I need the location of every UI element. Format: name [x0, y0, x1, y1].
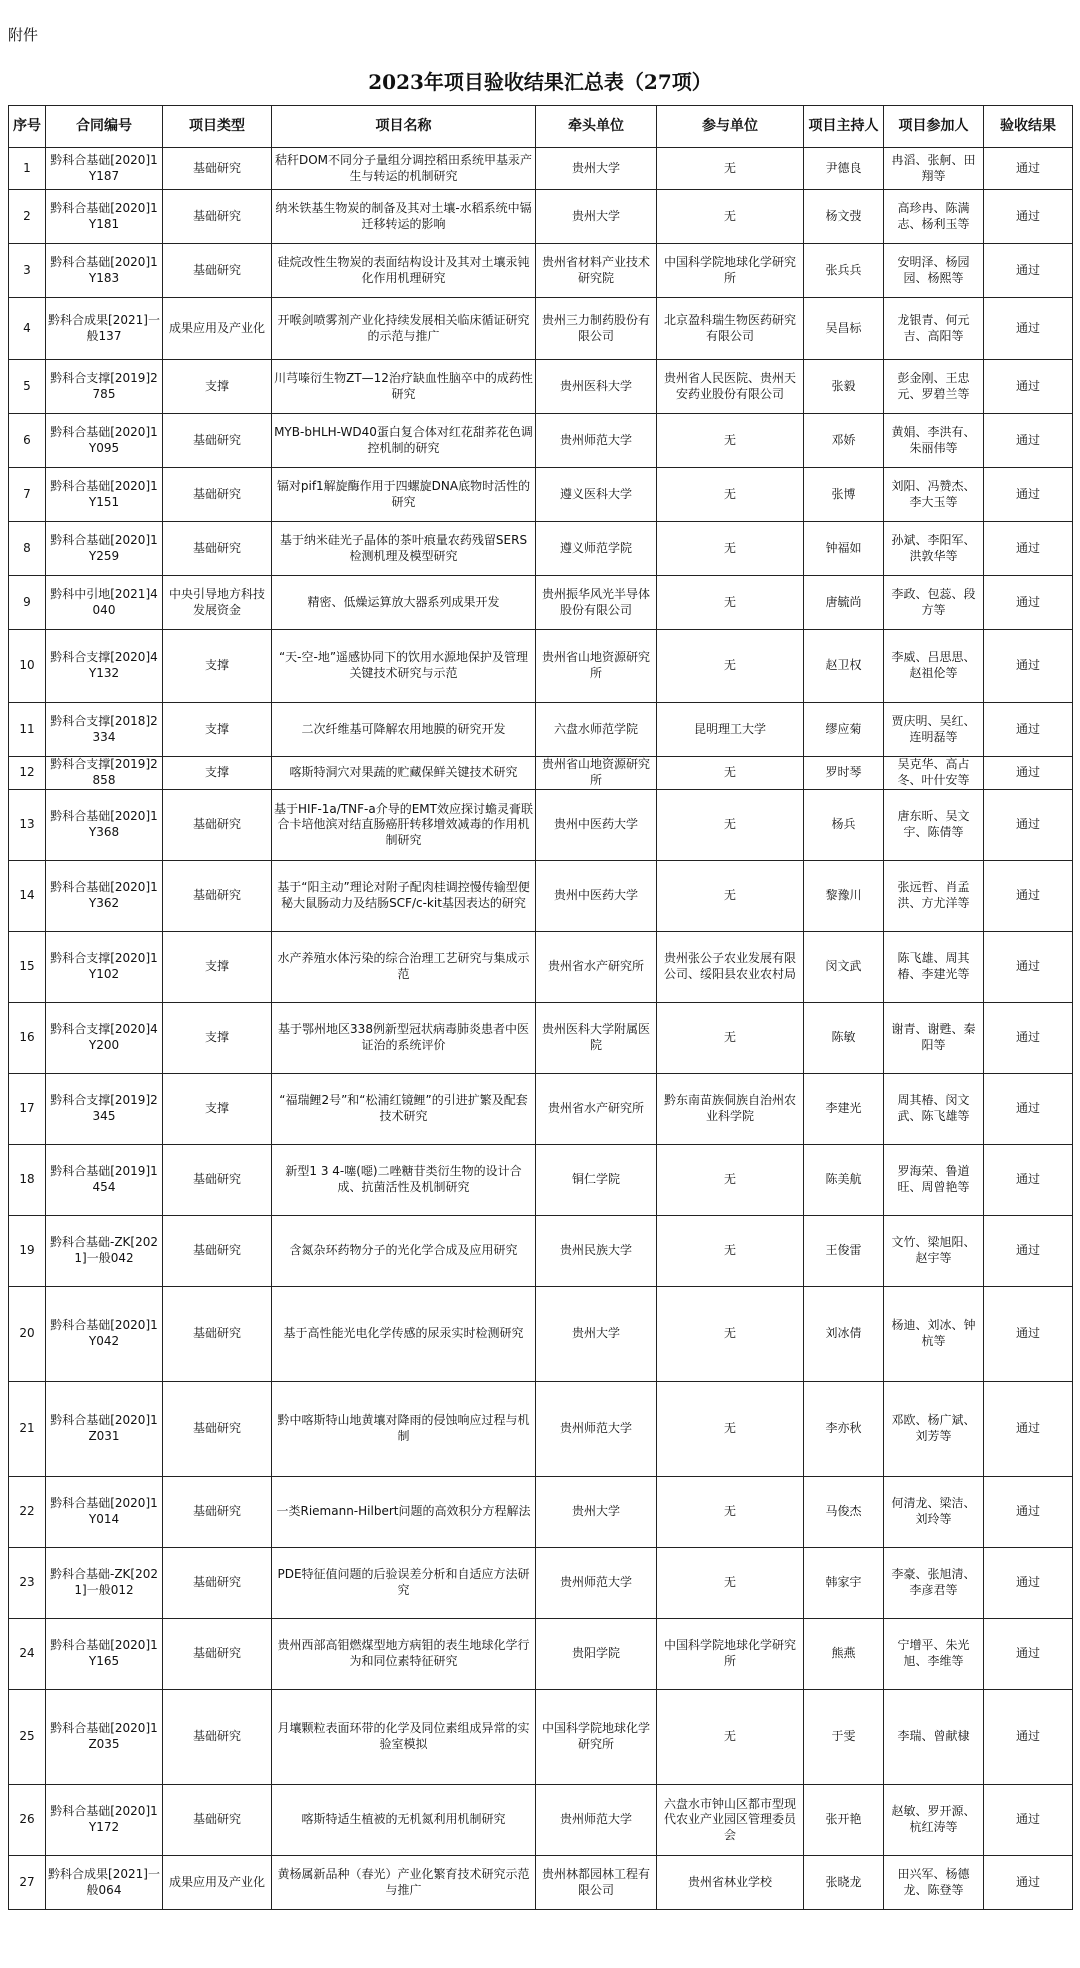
table-row — [9, 522, 1073, 576]
table-row — [9, 468, 1073, 522]
table-row — [9, 630, 1073, 703]
results-table — [8, 105, 1073, 1910]
project-type: 中央引导地方科技发展资金 — [163, 576, 272, 630]
project-members: 陈飞雄、周其椿、李建光等 — [884, 932, 984, 1003]
project-members: 李威、吕思思、赵祖伦等 — [884, 630, 984, 703]
acceptance-result: 通过 — [984, 1785, 1073, 1856]
row-number: 26 — [9, 1785, 46, 1856]
project-type: 基础研究 — [163, 1477, 272, 1548]
project-host: 张博 — [804, 468, 884, 522]
project-members: 彭金刚、王忠元、罗碧兰等 — [884, 360, 984, 414]
project-members: 罗海荣、鲁道旺、周曾艳等 — [884, 1145, 984, 1216]
acceptance-result: 通过 — [984, 1003, 1073, 1074]
contract-number: 黔科合基础[2020]1Y362 — [46, 861, 163, 932]
row-number: 14 — [9, 861, 46, 932]
lead-unit: 贵州三力制药股份有限公司 — [536, 298, 657, 360]
project-type: 基础研究 — [163, 190, 272, 244]
lead-unit: 遵义医科大学 — [536, 468, 657, 522]
row-number: 13 — [9, 790, 46, 861]
project-type: 支撑 — [163, 1074, 272, 1145]
project-host: 陈美航 — [804, 1145, 884, 1216]
project-name: 基于HIF-1a/TNF-a介导的EMT效应探讨蟾灵膏联合卡培他滨对结直肠癌肝转移增效减毒的作用机制研究 — [272, 790, 536, 861]
project-type: 基础研究 — [163, 468, 272, 522]
lead-unit: 贵州民族大学 — [536, 1216, 657, 1287]
acceptance-result: 通过 — [984, 1074, 1073, 1145]
partner-unit: 无 — [657, 630, 804, 703]
row-number: 11 — [9, 703, 46, 757]
project-members: 贾庆明、吴红、连明磊等 — [884, 703, 984, 757]
attachment-label: 附件 — [8, 26, 39, 44]
row-number: 18 — [9, 1145, 46, 1216]
lead-unit: 六盘水师范学院 — [536, 703, 657, 757]
contract-number: 黔科合基础[2020]1Y183 — [46, 244, 163, 298]
contract-number: 黔科合基础[2020]1Z031 — [46, 1382, 163, 1477]
contract-number: 黔科合支撑[2019]2785 — [46, 360, 163, 414]
project-host: 熊燕 — [804, 1619, 884, 1690]
project-members: 李瑞、曾献棣 — [884, 1690, 984, 1785]
project-members: 张远哲、肖孟洪、方尤洋等 — [884, 861, 984, 932]
project-type: 基础研究 — [163, 1619, 272, 1690]
project-name: 秸秆DOM不同分子量组分调控稻田系统甲基汞产生与转运的机制研究 — [272, 148, 536, 190]
project-name: 一类Riemann-Hilbert问题的高效积分方程解法 — [272, 1477, 536, 1548]
lead-unit: 贵州省水产研究所 — [536, 932, 657, 1003]
partner-unit: 无 — [657, 190, 804, 244]
contract-number: 黔科合基础[2020]1Y259 — [46, 522, 163, 576]
project-host: 王俊雷 — [804, 1216, 884, 1287]
column-header-host: 项目主持人 — [804, 106, 884, 148]
project-host: 尹德良 — [804, 148, 884, 190]
acceptance-result: 通过 — [984, 190, 1073, 244]
acceptance-result: 通过 — [984, 298, 1073, 360]
project-host: 罗时琴 — [804, 757, 884, 790]
column-header-partner: 参与单位 — [657, 106, 804, 148]
contract-number: 黔科合支撑[2019]2858 — [46, 757, 163, 790]
project-members: 高珍冉、陈满志、杨利玉等 — [884, 190, 984, 244]
contract-number: 黔科合基础[2020]1Y368 — [46, 790, 163, 861]
project-type: 支撑 — [163, 360, 272, 414]
partner-unit: 贵州省林业学校 — [657, 1856, 804, 1910]
row-number: 22 — [9, 1477, 46, 1548]
partner-unit: 无 — [657, 148, 804, 190]
acceptance-result: 通过 — [984, 148, 1073, 190]
project-type: 基础研究 — [163, 522, 272, 576]
project-host: 杨兵 — [804, 790, 884, 861]
project-type: 支撑 — [163, 757, 272, 790]
partner-unit: 无 — [657, 1382, 804, 1477]
acceptance-result: 通过 — [984, 703, 1073, 757]
project-type: 成果应用及产业化 — [163, 1856, 272, 1910]
acceptance-result: 通过 — [984, 630, 1073, 703]
table-row — [9, 1785, 1073, 1856]
lead-unit: 贵州省水产研究所 — [536, 1074, 657, 1145]
project-members: 唐东昕、吴文宇、陈倩等 — [884, 790, 984, 861]
partner-unit: 中国科学院地球化学研究所 — [657, 1619, 804, 1690]
project-type: 基础研究 — [163, 1785, 272, 1856]
row-number: 8 — [9, 522, 46, 576]
table-row — [9, 414, 1073, 468]
lead-unit: 贵州大学 — [536, 1477, 657, 1548]
row-number: 6 — [9, 414, 46, 468]
acceptance-result: 通过 — [984, 1382, 1073, 1477]
table-title: 2023年项目验收结果汇总表（27项） — [368, 70, 712, 94]
project-name: 基于高性能光电化学传感的尿汞实时检测研究 — [272, 1287, 536, 1382]
row-number: 16 — [9, 1003, 46, 1074]
table-row — [9, 1619, 1073, 1690]
project-name: MYB-bHLH-WD40蛋白复合体对红花甜荞花色调控机制的研究 — [272, 414, 536, 468]
row-number: 9 — [9, 576, 46, 630]
lead-unit: 贵州大学 — [536, 148, 657, 190]
project-members: 宁增平、朱光旭、李维等 — [884, 1619, 984, 1690]
contract-number: 黔科合成果[2021]一般064 — [46, 1856, 163, 1910]
project-host: 邓娇 — [804, 414, 884, 468]
partner-unit: 无 — [657, 1003, 804, 1074]
acceptance-result: 通过 — [984, 244, 1073, 298]
column-header-name: 项目名称 — [272, 106, 536, 148]
project-name: 新型1 3 4-噻(噁)二唑糖苷类衍生物的设计合成、抗菌活性及机制研究 — [272, 1145, 536, 1216]
project-type: 基础研究 — [163, 790, 272, 861]
project-members: 安明泽、杨园园、杨熙等 — [884, 244, 984, 298]
row-number: 27 — [9, 1856, 46, 1910]
lead-unit: 中国科学院地球化学研究所 — [536, 1690, 657, 1785]
table-row — [9, 1003, 1073, 1074]
row-number: 17 — [9, 1074, 46, 1145]
project-name: 贵州西部高钼燃煤型地方病钼的表生地球化学行为和同位素特征研究 — [272, 1619, 536, 1690]
project-name: 黔中喀斯特山地黄壤对降雨的侵蚀响应过程与机制 — [272, 1382, 536, 1477]
project-host: 赵卫权 — [804, 630, 884, 703]
row-number: 12 — [9, 757, 46, 790]
partner-unit: 无 — [657, 1690, 804, 1785]
project-type: 基础研究 — [163, 1382, 272, 1477]
project-host: 张兵兵 — [804, 244, 884, 298]
project-host: 张开艳 — [804, 1785, 884, 1856]
table-row — [9, 298, 1073, 360]
acceptance-result: 通过 — [984, 468, 1073, 522]
table-row — [9, 148, 1073, 190]
project-members: 孙斌、李阳军、洪敦华等 — [884, 522, 984, 576]
partner-unit: 无 — [657, 468, 804, 522]
project-type: 成果应用及产业化 — [163, 298, 272, 360]
partner-unit: 无 — [657, 861, 804, 932]
contract-number: 黔科中引地[2021]4040 — [46, 576, 163, 630]
project-members: 赵敏、罗开源、杭红涛等 — [884, 1785, 984, 1856]
table-row — [9, 360, 1073, 414]
partner-unit: 六盘水市钟山区都市型现代农业产业园区管理委员会 — [657, 1785, 804, 1856]
lead-unit: 贵州振华风光半导体股份有限公司 — [536, 576, 657, 630]
lead-unit: 贵州大学 — [536, 1287, 657, 1382]
column-header-lead: 牵头单位 — [536, 106, 657, 148]
project-members: 龙银青、何元吉、高阳等 — [884, 298, 984, 360]
project-host: 张晓龙 — [804, 1856, 884, 1910]
project-members: 李豪、张旭清、李彦君等 — [884, 1548, 984, 1619]
project-host: 张毅 — [804, 360, 884, 414]
table-row — [9, 757, 1073, 790]
acceptance-result: 通过 — [984, 522, 1073, 576]
lead-unit: 贵州林都园林工程有限公司 — [536, 1856, 657, 1910]
acceptance-result: 通过 — [984, 932, 1073, 1003]
lead-unit: 贵州师范大学 — [536, 414, 657, 468]
acceptance-result: 通过 — [984, 790, 1073, 861]
acceptance-result: 通过 — [984, 1145, 1073, 1216]
table-row — [9, 932, 1073, 1003]
project-name: 黄杨属新品种（春光）产业化繁育技术研究示范与推广 — [272, 1856, 536, 1910]
project-host: 李建光 — [804, 1074, 884, 1145]
partner-unit: 无 — [657, 522, 804, 576]
row-number: 21 — [9, 1382, 46, 1477]
project-members: 刘阳、冯赞杰、李大玉等 — [884, 468, 984, 522]
project-name: 川芎嗪衍生物ZT—12治疗缺血性脑卒中的成药性研究 — [272, 360, 536, 414]
contract-number: 黔科合成果[2021]一般137 — [46, 298, 163, 360]
lead-unit: 贵州中医药大学 — [536, 790, 657, 861]
contract-number: 黔科合基础[2020]1Y165 — [46, 1619, 163, 1690]
lead-unit: 贵州中医药大学 — [536, 861, 657, 932]
partner-unit: 黔东南苗族侗族自治州农业科学院 — [657, 1074, 804, 1145]
row-number: 4 — [9, 298, 46, 360]
partner-unit: 中国科学院地球化学研究所 — [657, 244, 804, 298]
table-row — [9, 1548, 1073, 1619]
project-host: 韩家宇 — [804, 1548, 884, 1619]
table-row — [9, 1145, 1073, 1216]
partner-unit: 北京盈科瑞生物医药研究有限公司 — [657, 298, 804, 360]
acceptance-result: 通过 — [984, 414, 1073, 468]
partner-unit: 无 — [657, 576, 804, 630]
project-name: 镉对pif1解旋酶作用于四螺旋DNA底物时活性的研究 — [272, 468, 536, 522]
project-name: 月壤颗粒表面环带的化学及同位素组成异常的实验室模拟 — [272, 1690, 536, 1785]
partner-unit: 无 — [657, 790, 804, 861]
contract-number: 黔科合基础[2020]1Y095 — [46, 414, 163, 468]
column-header-members: 项目参加人 — [884, 106, 984, 148]
partner-unit: 无 — [657, 1216, 804, 1287]
contract-number: 黔科合基础[2020]1Y042 — [46, 1287, 163, 1382]
project-members: 田兴军、杨德龙、陈登等 — [884, 1856, 984, 1910]
contract-number: 黔科合基础[2020]1Y187 — [46, 148, 163, 190]
lead-unit: 贵州师范大学 — [536, 1382, 657, 1477]
table-row — [9, 190, 1073, 244]
contract-number: 黔科合支撑[2019]2345 — [46, 1074, 163, 1145]
lead-unit: 贵州省山地资源研究所 — [536, 757, 657, 790]
project-members: 文竹、梁旭阳、赵宇等 — [884, 1216, 984, 1287]
table-row — [9, 576, 1073, 630]
partner-unit: 无 — [657, 1477, 804, 1548]
partner-unit: 无 — [657, 1548, 804, 1619]
acceptance-result: 通过 — [984, 1287, 1073, 1382]
partner-unit: 无 — [657, 1145, 804, 1216]
project-members: 谢青、谢甦、秦阳等 — [884, 1003, 984, 1074]
partner-unit: 无 — [657, 1287, 804, 1382]
row-number: 19 — [9, 1216, 46, 1287]
project-host: 黎豫川 — [804, 861, 884, 932]
row-number: 3 — [9, 244, 46, 298]
row-number: 24 — [9, 1619, 46, 1690]
project-members: 李政、包蕊、段方等 — [884, 576, 984, 630]
acceptance-result: 通过 — [984, 861, 1073, 932]
project-name: 基于鄂州地区338例新型冠状病毒肺炎患者中医证治的系统评价 — [272, 1003, 536, 1074]
column-header-type: 项目类型 — [163, 106, 272, 148]
project-host: 杨文弢 — [804, 190, 884, 244]
row-number: 5 — [9, 360, 46, 414]
row-number: 10 — [9, 630, 46, 703]
lead-unit: 贵州师范大学 — [536, 1548, 657, 1619]
project-type: 基础研究 — [163, 1548, 272, 1619]
lead-unit: 贵州医科大学附属医院 — [536, 1003, 657, 1074]
table-row — [9, 790, 1073, 861]
project-name: 开喉剑喷雾剂产业化持续发展相关临床循证研究的示范与推广 — [272, 298, 536, 360]
lead-unit: 遵义师范学院 — [536, 522, 657, 576]
project-host: 吴昌标 — [804, 298, 884, 360]
row-number: 7 — [9, 468, 46, 522]
project-host: 缪应菊 — [804, 703, 884, 757]
acceptance-result: 通过 — [984, 1690, 1073, 1785]
project-host: 闵文武 — [804, 932, 884, 1003]
project-members: 杨迪、刘冰、钟杭等 — [884, 1287, 984, 1382]
lead-unit: 铜仁学院 — [536, 1145, 657, 1216]
column-header-contract: 合同编号 — [46, 106, 163, 148]
partner-unit: 无 — [657, 414, 804, 468]
project-name: PDE特征值问题的后验误差分析和自适应方法研究 — [272, 1548, 536, 1619]
lead-unit: 贵州省材料产业技术研究院 — [536, 244, 657, 298]
contract-number: 黔科合支撑[2020]1Y102 — [46, 932, 163, 1003]
project-host: 唐毓尚 — [804, 576, 884, 630]
project-members: 冉滔、张舸、田翔等 — [884, 148, 984, 190]
project-type: 基础研究 — [163, 414, 272, 468]
table-row — [9, 1216, 1073, 1287]
contract-number: 黔科合支撑[2020]4Y132 — [46, 630, 163, 703]
partner-unit: 贵州省人民医院、贵州天安药业股份有限公司 — [657, 360, 804, 414]
project-members: 吴克华、高占冬、叶什安等 — [884, 757, 984, 790]
contract-number: 黔科合基础[2020]1Y151 — [46, 468, 163, 522]
project-members: 邓欧、杨广斌、刘芳等 — [884, 1382, 984, 1477]
project-name: “福瑞鲤2号”和“松浦红镜鲤”的引进扩繁及配套技术研究 — [272, 1074, 536, 1145]
project-host: 刘冰倩 — [804, 1287, 884, 1382]
contract-number: 黔科合基础[2020]1Z035 — [46, 1690, 163, 1785]
table-row — [9, 1074, 1073, 1145]
acceptance-result: 通过 — [984, 1216, 1073, 1287]
table-row — [9, 1690, 1073, 1785]
project-name: “天-空-地”遥感协同下的饮用水源地保护及管理关键技术研究与示范 — [272, 630, 536, 703]
project-name: 基于纳米硅光子晶体的茶叶痕量农药残留SERS检测机理及模型研究 — [272, 522, 536, 576]
project-name: 喀斯特适生植被的无机氮利用机制研究 — [272, 1785, 536, 1856]
project-type: 支撑 — [163, 1003, 272, 1074]
partner-unit: 昆明理工大学 — [657, 703, 804, 757]
project-name: 二次纤维基可降解农用地膜的研究开发 — [272, 703, 536, 757]
project-name: 纳米铁基生物炭的制备及其对土壤-水稻系统中镉迁移转运的影响 — [272, 190, 536, 244]
contract-number: 黔科合基础-ZK[2021]一般012 — [46, 1548, 163, 1619]
project-type: 基础研究 — [163, 244, 272, 298]
project-host: 于雯 — [804, 1690, 884, 1785]
row-number: 2 — [9, 190, 46, 244]
project-host: 李亦秋 — [804, 1382, 884, 1477]
project-host: 马俊杰 — [804, 1477, 884, 1548]
project-members: 何清龙、梁洁、刘玲等 — [884, 1477, 984, 1548]
contract-number: 黔科合基础-ZK[2021]一般042 — [46, 1216, 163, 1287]
project-host: 陈敏 — [804, 1003, 884, 1074]
table-row — [9, 1382, 1073, 1477]
contract-number: 黔科合支撑[2018]2334 — [46, 703, 163, 757]
table-body — [9, 148, 1073, 1910]
column-header-no: 序号 — [9, 106, 46, 148]
lead-unit: 贵州大学 — [536, 190, 657, 244]
acceptance-result: 通过 — [984, 757, 1073, 790]
row-number: 15 — [9, 932, 46, 1003]
contract-number: 黔科合基础[2020]1Y172 — [46, 1785, 163, 1856]
table-row — [9, 1477, 1073, 1548]
contract-number: 黔科合支撑[2020]4Y200 — [46, 1003, 163, 1074]
project-type: 支撑 — [163, 703, 272, 757]
lead-unit: 贵州医科大学 — [536, 360, 657, 414]
contract-number: 黔科合基础[2019]1454 — [46, 1145, 163, 1216]
project-type: 基础研究 — [163, 1690, 272, 1785]
project-name: 含氮杂环药物分子的光化学合成及应用研究 — [272, 1216, 536, 1287]
table-row — [9, 703, 1073, 757]
table-row — [9, 1287, 1073, 1382]
project-name: 喀斯特洞穴对果蔬的贮藏保鲜关键技术研究 — [272, 757, 536, 790]
row-number: 25 — [9, 1690, 46, 1785]
project-type: 基础研究 — [163, 1216, 272, 1287]
project-type: 支撑 — [163, 630, 272, 703]
acceptance-result: 通过 — [984, 1856, 1073, 1910]
row-number: 23 — [9, 1548, 46, 1619]
table-row — [9, 1856, 1073, 1910]
lead-unit: 贵州师范大学 — [536, 1785, 657, 1856]
column-header-result: 验收结果 — [984, 106, 1073, 148]
table-row — [9, 244, 1073, 298]
acceptance-result: 通过 — [984, 576, 1073, 630]
project-members: 黄娟、李洪有、朱丽伟等 — [884, 414, 984, 468]
contract-number: 黔科合基础[2020]1Y014 — [46, 1477, 163, 1548]
lead-unit: 贵州省山地资源研究所 — [536, 630, 657, 703]
acceptance-result: 通过 — [984, 1619, 1073, 1690]
project-type: 基础研究 — [163, 1145, 272, 1216]
row-number: 20 — [9, 1287, 46, 1382]
partner-unit: 无 — [657, 757, 804, 790]
row-number: 1 — [9, 148, 46, 190]
project-host: 钟福如 — [804, 522, 884, 576]
project-type: 支撑 — [163, 932, 272, 1003]
partner-unit: 贵州张公子农业发展有限公司、绥阳县农业农村局 — [657, 932, 804, 1003]
acceptance-result: 通过 — [984, 360, 1073, 414]
project-type: 基础研究 — [163, 148, 272, 190]
project-members: 周其椿、闵文武、陈飞雄等 — [884, 1074, 984, 1145]
table-row — [9, 861, 1073, 932]
project-name: 水产养殖水体污染的综合治理工艺研究与集成示范 — [272, 932, 536, 1003]
contract-number: 黔科合基础[2020]1Y181 — [46, 190, 163, 244]
header-row — [9, 106, 1073, 148]
project-type: 基础研究 — [163, 861, 272, 932]
acceptance-result: 通过 — [984, 1477, 1073, 1548]
acceptance-result: 通过 — [984, 1548, 1073, 1619]
project-name: 基于“阳主动”理论对附子配肉桂调控慢传输型便秘大鼠肠动力及结肠SCF/c-kit基因表达的研究 — [272, 861, 536, 932]
project-name: 精密、低燥运算放大器系列成果开发 — [272, 576, 536, 630]
project-type: 基础研究 — [163, 1287, 272, 1382]
lead-unit: 贵阳学院 — [536, 1619, 657, 1690]
project-name: 硅烷改性生物炭的表面结构设计及其对土壤汞钝化作用机理研究 — [272, 244, 536, 298]
